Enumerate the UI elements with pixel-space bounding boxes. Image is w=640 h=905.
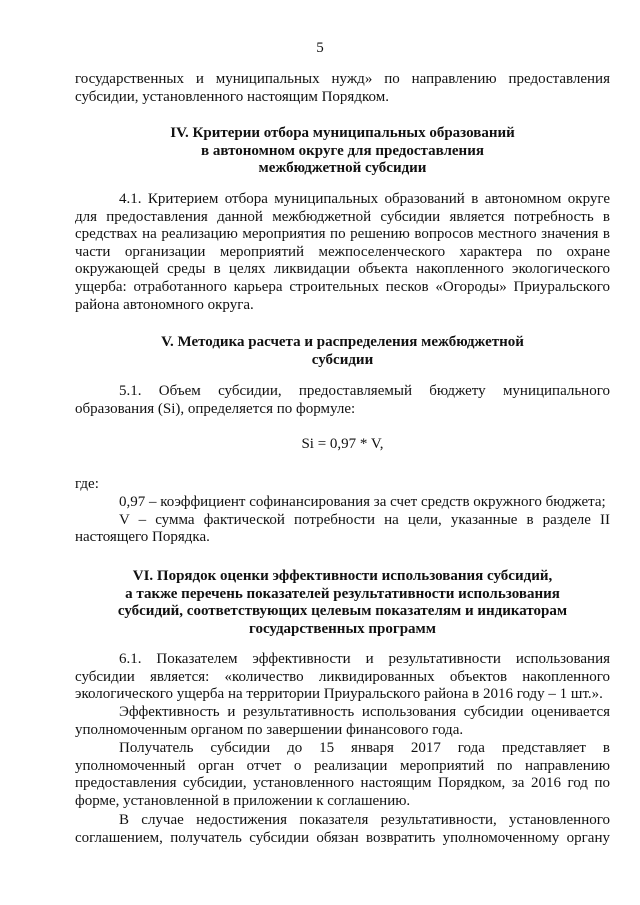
text-line: района автономного округа. [75, 296, 254, 313]
text-line: окружающей среды в целях ликвидации объекта накопленного экологического [75, 261, 610, 278]
where-label: где: [75, 476, 99, 492]
text-line: образования (Si), определяется по формуле: [75, 400, 356, 417]
heading-line: субсидий, соответствующих целевым показателям и индикаторам [117, 603, 568, 620]
heading-line: в автономном округе для предоставления [201, 142, 484, 159]
heading-line: субсидии [311, 351, 374, 368]
paragraph-6-4 [75, 812, 610, 847]
text-line: 6.1. Показателем эффективности и результативности использования [119, 651, 610, 667]
heading-line: IV. Критерии отбора муниципальных образований [170, 125, 515, 141]
section-4-heading [75, 125, 610, 178]
definition-line: настоящего Порядка. [75, 529, 210, 546]
text-line: В случае недостижения показателя результативности, установленного [119, 812, 610, 828]
text-line: 5.1. Объем субсидии, предоставляемый бюджету муниципального [119, 383, 610, 399]
heading-line: межбюджетной субсидии [258, 160, 427, 177]
section-6-heading [75, 568, 610, 638]
formula: Si = 0,97 * V, [301, 436, 384, 452]
paragraph-6-3 [75, 740, 610, 810]
text-line: для предоставления данной межбюджетной субсидии является потребность в [75, 208, 610, 225]
text-line: субсидии является: «количество ликвидированных объектов накопленного [75, 668, 610, 685]
page-number: 5 [316, 40, 324, 56]
text-line: форме, установленной в приложении к соглашению. [75, 792, 411, 809]
intro-paragraph [75, 71, 610, 106]
text-line: уполномоченный орган отчет о реализации мероприятий по направлению [75, 757, 610, 774]
text-line: соглашением, получатель субсидии обязан возвратить уполномоченному органу [75, 829, 610, 846]
text-line: государственных и муниципальных нужд» по направлению предоставления [75, 71, 610, 87]
text-line: Получатель субсидии до 15 января 2017 года представляет в [119, 740, 610, 756]
section-5-heading [75, 334, 610, 369]
text-line: ущерба: отработанного карьера строительных песков «Огороды» Приуральского [75, 278, 610, 295]
heading-line: VI. Порядок оценки эффективности использования субсидий, [132, 568, 553, 584]
text-line: экологического ущерба на территории Приуральского района в 2016 году – 1 шт.». [75, 686, 603, 703]
text-line: уполномоченным органом по завершении финансового года. [75, 721, 464, 738]
paragraph-6-1 [75, 651, 610, 704]
heading-line: государственных программ [249, 620, 436, 637]
definitions [75, 494, 610, 547]
text-line: предоставления субсидии, установленного настоящим Порядком, за 2016 год по [75, 775, 610, 792]
text-line: Эффективность и результативность использования субсидии оценивается [119, 704, 610, 720]
text-line: части организации мероприятий межпоселенческого характера по охране [75, 243, 610, 260]
paragraph-4-1 [75, 191, 610, 314]
heading-line: а также перечень показателей результативности использования [125, 585, 560, 602]
text-line: средствах на реализацию мероприятия по решению вопросов местного значения в [75, 226, 610, 243]
definition-line: 0,97 – коэффициент софинансирования за счет средств окружного бюджета; [119, 494, 606, 510]
text-line: субсидии, установленного настоящим Порядком. [75, 88, 389, 105]
definition-line: V – сумма фактической потребности на цели, указанные в разделе II [119, 511, 610, 528]
paragraph-6-2 [75, 704, 610, 739]
text-line: 4.1. Критерием отбора муниципальных образований в автономном округе [119, 191, 610, 207]
paragraph-5-1 [75, 383, 610, 418]
heading-line: V. Методика расчета и распределения межбюджетной [161, 334, 524, 350]
